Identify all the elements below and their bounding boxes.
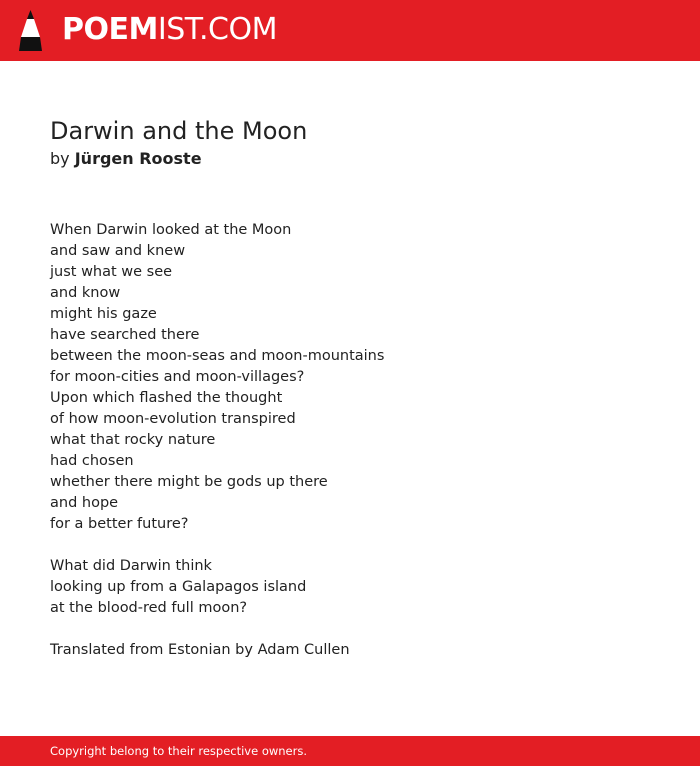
poem-body	[50, 220, 650, 661]
poem-line: When Darwin looked at the Moon	[50, 222, 292, 238]
translator-credit: Translated from Estonian by Adam Cullen	[50, 642, 350, 658]
site-logo-link[interactable]	[62, 12, 277, 48]
poem-line: what that rocky nature	[50, 432, 216, 448]
poem-line: had chosen	[50, 453, 134, 469]
poem-line: between the moon-seas and moon-mountains	[50, 348, 385, 364]
poem-content	[50, 116, 650, 682]
copyright-text: Copyright belong to their respective owners.	[50, 744, 308, 758]
poem-line: and know	[50, 285, 121, 301]
poem-title: Darwin and the Moon	[50, 117, 308, 145]
stanza	[50, 220, 650, 535]
poem-line: might his gaze	[50, 306, 157, 322]
poem-line: just what we see	[50, 264, 173, 280]
brand-name-bold: POEM	[62, 12, 158, 47]
poem-line: and saw and knew	[50, 243, 186, 259]
poem-line: for moon-cities and moon-villages?	[50, 369, 305, 385]
byline-prefix: by	[50, 149, 70, 168]
poem-line: looking up from a Galapagos island	[50, 579, 307, 595]
poem-line: and hope	[50, 495, 119, 511]
poem-line: have searched there	[50, 327, 200, 343]
poem-line: for a better future?	[50, 516, 189, 532]
site-footer	[0, 736, 700, 766]
poem-line: at the blood-red full moon?	[50, 600, 248, 616]
pencil-icon[interactable]	[18, 10, 43, 51]
poem-line: What did Darwin think	[50, 558, 212, 574]
author-name[interactable]: Jürgen Rooste	[74, 149, 202, 168]
byline	[50, 148, 650, 170]
brand-name-light: IST.COM	[157, 12, 277, 47]
stanza	[50, 556, 650, 619]
site-header	[0, 0, 700, 61]
poem-line: Upon which flashed the thought	[50, 390, 283, 406]
poem-line: of how moon-evolution transpired	[50, 411, 296, 427]
poem-line: whether there might be gods up there	[50, 474, 328, 490]
translation-note	[50, 640, 650, 661]
